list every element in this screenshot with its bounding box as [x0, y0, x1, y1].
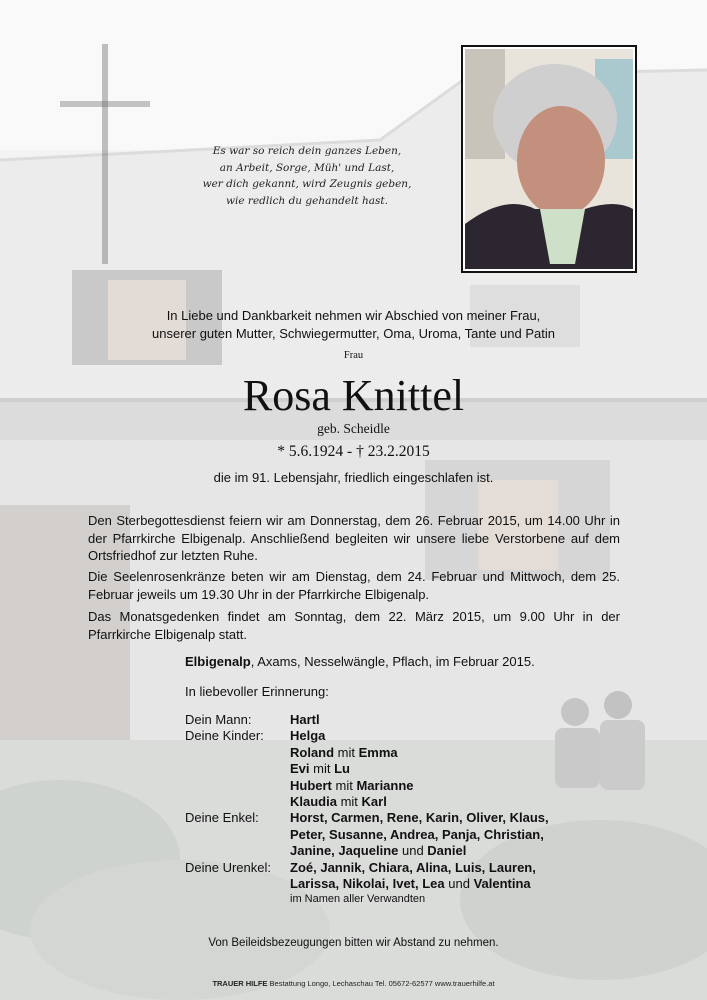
title-prefix: Frau [343, 350, 364, 361]
child-name: Evi [290, 761, 310, 777]
family-row [185, 843, 549, 859]
great-grandchild-name: Valentina [473, 876, 531, 892]
partner-name: Karl [361, 794, 387, 810]
deceased-name: Rosa Knittel [242, 371, 465, 420]
with-text: mit [331, 777, 357, 793]
great-grandchildren-label: Deine Urenkel: [185, 859, 271, 875]
family-row [185, 810, 549, 826]
grandchildren-names: Horst, Carmen, Rene, Karin, Oliver, Klaus, [290, 810, 549, 826]
partner-name: Marianne [356, 777, 414, 793]
memorial-paragraph: Das Monatsgedenken findet am Sonntag, dem 22. März 2015, um 9.00 Uhr in der Pfarrkirche Elbigenalp statt. [88, 609, 620, 642]
rosary-paragraph: Die Seelenrosenkränze beten wir am Dienstag, dem 24. Februar und Mittwoch, dem 25. Februar jeweils um 19.30 Uhr in der Pfarrkirche Elbigenalp. [88, 569, 620, 602]
poem [196, 143, 418, 209]
family-row [185, 794, 549, 810]
footer-contact: Bestattung Longo, Lechaschau Tel. 05672-62577 www.trauerhilfe.at [267, 979, 495, 988]
partner-name: Emma [358, 744, 398, 760]
great-grandchildren-names: Zoé, Jannik, Chiara, Alina, Luis, Lauren, [290, 859, 536, 875]
relatives-note: im Namen aller Verwandten [290, 893, 426, 905]
and-text: und [444, 876, 474, 892]
farewell-intro [120, 307, 587, 343]
poem-line: Es war so reich dein ganzes Leben, [212, 145, 402, 157]
family-row [185, 860, 549, 876]
remembrance-heading: In liebevoller Erinnerung: [185, 684, 329, 699]
life-dates: * 5.6.1924 - † 23.2.2015 [277, 443, 430, 460]
family-row [185, 876, 549, 892]
grandchildren-names: Peter, Susanne, Andrea, Panja, Christian, [290, 826, 544, 842]
and-text: und [398, 843, 428, 859]
poem-line: wer dich gekannt, wird Zeugnis geben, [202, 178, 412, 190]
family-row [185, 761, 549, 777]
age-text: die im 91. Lebensjahr, friedlich eingeschlafen ist. [213, 470, 494, 485]
grandchildren-names: Janine, Jaqueline [290, 843, 399, 859]
family-row [185, 728, 549, 744]
great-grandchildren-names: Larissa, Nikolai, Ivet, Lea [290, 876, 445, 892]
other-places: , Axams, Nesselwängle, Pflach, im Februar 2015. [250, 654, 535, 669]
with-text: mit [336, 794, 362, 810]
children-label: Deine Kinder: [185, 728, 264, 744]
poem-line: an Arbeit, Sorge, Müh' und Last, [219, 161, 395, 174]
family-row [185, 745, 549, 761]
child-name: Helga [290, 728, 326, 744]
funeral-paragraph: Den Sterbegottesdienst feiern wir am Donnerstag, dem 26. Februar 2015, um 14.00 Uhr in der Pfarrkirche Elbigenalp. Anschließend begleiten wir unsere liebe Verstorbene auf dem Ortsfriedhof zur letzten Ruhe. [88, 513, 620, 563]
child-name: Roland [290, 744, 335, 760]
intro-line: In Liebe und Dankbarkeit nehmen wir Abschied von meiner Frau, [166, 308, 541, 323]
main-place: Elbigenalp [185, 654, 251, 669]
grandchild-name: Daniel [427, 843, 467, 859]
family-row [185, 712, 549, 728]
family-row [185, 827, 549, 843]
birth-name: geb. Scheidle [317, 421, 390, 436]
family-list [185, 712, 549, 892]
family-row [185, 778, 549, 794]
footer-brand: TRAUER HILFE [212, 979, 268, 988]
footer [100, 979, 607, 988]
places-line [185, 654, 535, 669]
condolence-note: Von Beileidsbezeugungen bitten wir Abstand zu nehmen. [208, 937, 499, 949]
child-name: Klaudia [290, 794, 337, 810]
with-text: mit [309, 761, 335, 777]
intro-line: unserer guten Mutter, Schwiegermutter, Oma, Uroma, Tante und Patin [152, 326, 555, 341]
child-name: Hubert [290, 777, 332, 793]
husband-name: Hartl [290, 712, 320, 727]
partner-name: Lu [334, 761, 350, 777]
with-text: mit [334, 744, 359, 760]
cross-icon [60, 44, 150, 264]
husband-label: Dein Mann: [185, 712, 252, 727]
poem-line: wie redlich du gehandelt hast. [226, 194, 388, 207]
portrait-photo [461, 45, 637, 273]
grandchildren-label: Deine Enkel: [185, 810, 259, 826]
